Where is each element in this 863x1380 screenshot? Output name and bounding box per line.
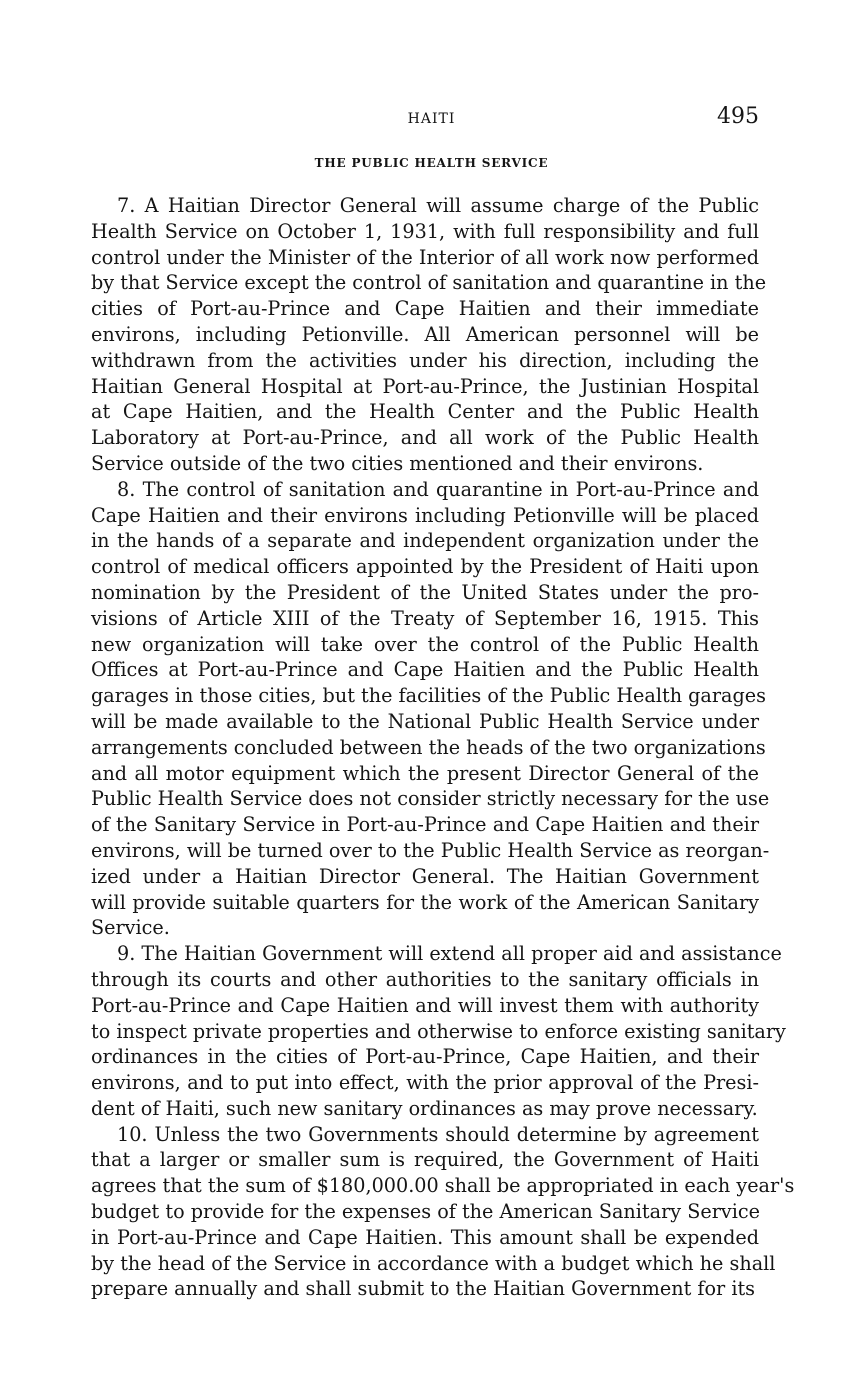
text-line: Haitian General Hospital at Port-au-Prince, the Justinian Hospital: [91, 374, 759, 398]
text-line: 7. A Haitian Director General will assume charge of the Public: [117, 194, 759, 217]
section-title: THE PUBLIC HEALTH SERVICE: [314, 156, 549, 170]
text-line: arrangements concluded between the heads of the two organizations: [91, 735, 766, 759]
text-line: ized under a Haitian Director General. The Haitian Government: [91, 864, 759, 888]
text-line: dent of Haiti, such new sanitary ordinances as may prove necessary.: [91, 1096, 758, 1120]
text-line: Public Health Service does not consider strictly necessary for the use: [91, 787, 770, 811]
text-line: to inspect private properties and otherwise to enforce existing sanitary: [91, 1019, 786, 1043]
text-line: nomination by the President of the United States under the pro-: [91, 580, 759, 604]
text-line: garages in those cities, but the facilities of the Public Health garages: [91, 684, 766, 708]
text-line: that a larger or smaller sum is required, the Government of Haiti: [91, 1148, 759, 1172]
text-line: control of medical officers appointed by the President of Haiti upon: [91, 555, 759, 579]
text-line: Service.: [91, 916, 170, 940]
text-line: budget to provide for the expenses of the American Sanitary Service: [91, 1200, 760, 1224]
paragraph: [91, 1122, 795, 1303]
text-line: new organization will take over the control of the Public Health: [91, 632, 759, 656]
text-line: control under the Minister of the Interior of all work now performed: [91, 245, 759, 269]
text-line: Cape Haitien and their environs including Petionville will be placed: [91, 503, 759, 527]
text-line: Offices at Port-au-Prince and Cape Haitien and the Public Health: [91, 658, 759, 682]
text-line: environs, and to put into effect, with the prior approval of the Presi-: [91, 1071, 759, 1095]
text-line: will provide suitable quarters for the work of the American Sanitary: [91, 890, 759, 914]
text-line: through its courts and other authorities to the sanitary officials in: [91, 967, 759, 991]
text-line: at Cape Haitien, and the Health Center and the Public Health: [91, 400, 759, 424]
text-line: will be made available to the National Public Health Service under: [91, 709, 759, 733]
page-number: 495: [717, 104, 759, 129]
text-line: 8. The control of sanitation and quarantine in Port-au-Prince and: [117, 477, 759, 501]
text-line: Laboratory at Port-au-Prince, and all work of the Public Health: [91, 426, 759, 450]
paragraph: [91, 193, 767, 477]
text-line: visions of Article XIII of the Treaty of September 16, 1915. This: [91, 606, 759, 630]
text-line: 9. The Haitian Government will extend all proper aid and assistance: [117, 942, 782, 966]
text-line: of the Sanitary Service in Port-au-Prince and Cape Haitien and their: [91, 813, 759, 837]
body-text: [91, 193, 795, 1302]
paragraph: [91, 477, 770, 941]
text-line: by the head of the Service in accordance with a budget which he shall: [91, 1251, 776, 1275]
text-line: 10. Unless the two Governments should determine by agreement: [117, 1122, 759, 1146]
text-line: Health Service on October 1, 1931, with full responsibility and full: [91, 219, 759, 243]
text-line: in Port-au-Prince and Cape Haitien. This amount shall be expended: [91, 1225, 759, 1249]
text-line: cities of Port-au-Prince and Cape Haitien and their immediate: [91, 297, 759, 321]
paragraph: [91, 941, 786, 1122]
page-title: HAITI: [407, 111, 456, 127]
text-line: withdrawn from the activities under his direction, including the: [91, 348, 759, 372]
text-line: prepare annually and shall submit to the Haitian Government for its: [91, 1277, 756, 1301]
text-line: Port-au-Prince and Cape Haitien and will invest them with authority: [91, 993, 759, 1017]
text-line: in the hands of a separate and independent organization under the: [91, 529, 759, 553]
text-line: ordinances in the cities of Port-au-Prince, Cape Haitien, and their: [91, 1045, 759, 1069]
text-line: Service outside of the two cities mentioned and their environs.: [91, 451, 704, 475]
text-line: by that Service except the control of sanitation and quarantine in the: [91, 271, 767, 295]
text-line: environs, will be turned over to the Public Health Service as reorgan-: [91, 838, 770, 862]
text-line: environs, including Petionville. All American personnel will be: [91, 322, 759, 346]
text-line: agrees that the sum of $180,000.00 shall be appropriated in each year's: [91, 1174, 795, 1198]
running-head: [0, 0, 863, 140]
text-line: and all motor equipment which the present Director General of the: [91, 761, 759, 785]
